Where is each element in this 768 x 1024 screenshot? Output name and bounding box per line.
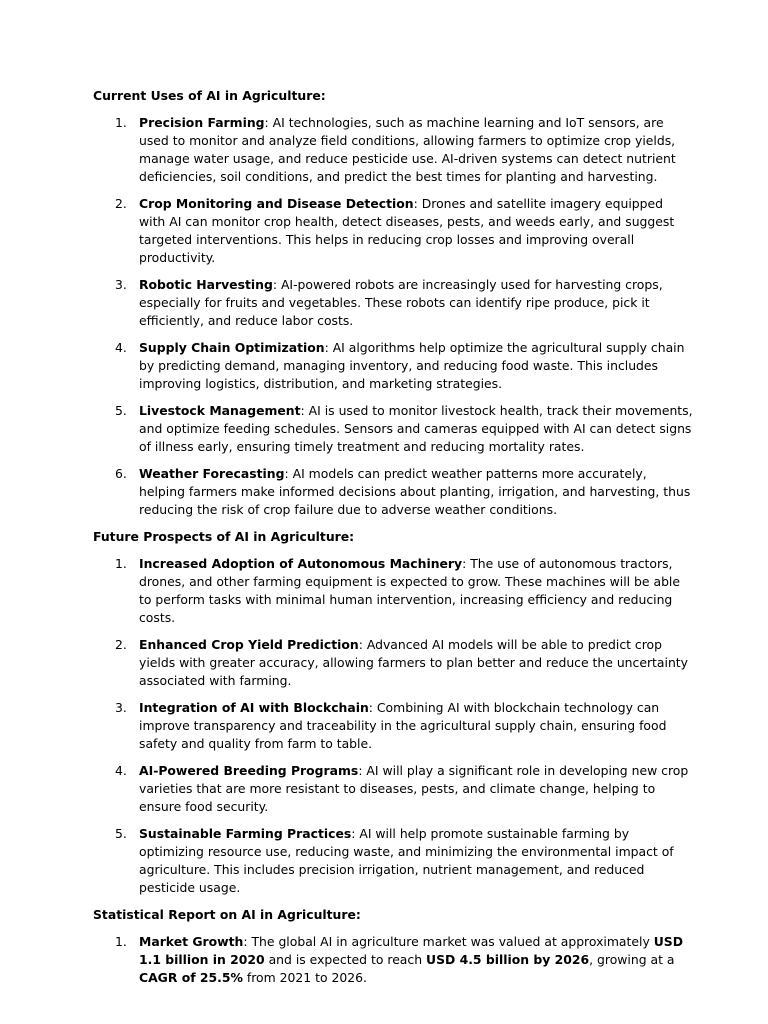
list-number: 4. <box>115 763 127 778</box>
item-title: Weather Forecasting <box>139 466 285 481</box>
item-text: : AI is used to monitor livestock health, track their movements, and optimize feeding schedules. Sensors and cameras equipped with AI can detect signs of illness early, ensuring timely treatment and reducing mortality rates. <box>139 403 693 454</box>
item-text: , growing at a <box>589 952 675 967</box>
item-title: Integration of AI with Blockchain <box>139 700 369 715</box>
list-number: 4. <box>115 340 127 355</box>
list-item <box>93 114 693 186</box>
list-number: 1. <box>115 934 127 949</box>
list-item <box>93 339 693 393</box>
item-title: Robotic Harvesting <box>139 277 273 292</box>
list-item <box>93 276 693 330</box>
document-body <box>93 87 693 996</box>
list-item <box>93 402 693 456</box>
item-title: Enhanced Crop Yield Prediction <box>139 637 359 652</box>
list-item <box>93 636 693 690</box>
market-value-2026: USD 4.5 billion by 2026 <box>426 952 590 967</box>
item-text: : Advanced AI models will be able to predict crop yields with greater accuracy, allowing farmers to plan better and reduce the uncertainty associated with farming. <box>139 637 688 688</box>
current-uses-list <box>93 114 693 519</box>
item-text: : AI-powered robots are increasingly used for harvesting crops, especially for fruits and vegetables. These robots can identify ripe produce, pick it efficiently, and reduce labor costs. <box>139 277 663 328</box>
list-number: 5. <box>115 403 127 418</box>
item-text: : The use of autonomous tractors, drones, and other farming equipment is expected to grow. These machines will be able to perform tasks with minimal human intervention, increasing efficiency and reducing costs. <box>139 556 680 625</box>
list-item <box>93 699 693 753</box>
item-text: : AI will play a significant role in developing new crop varieties that are more resistant to diseases, pests, and climate change, helping to ensure food security. <box>139 763 689 814</box>
item-text: : AI technologies, such as machine learning and IoT sensors, are used to monitor and analyze field conditions, allowing farmers to optimize crop yields, manage water usage, and reduce pesticide use. AI-driven systems can detect nutrient deficiencies, soil conditions, and predict the best times for planting and harvesting. <box>139 115 676 184</box>
future-prospects-list <box>93 555 693 897</box>
item-title: Livestock Management <box>139 403 301 418</box>
section-heading-current-uses: Current Uses of AI in Agriculture: <box>93 88 326 103</box>
list-number: 5. <box>115 826 127 841</box>
item-text: : Combining AI with blockchain technology can improve transparency and traceability in the agricultural supply chain, ensuring food safety and quality from farm to table. <box>139 700 667 751</box>
item-text: : Drones and satellite imagery equipped with AI can monitor crop health, detect diseases, pests, and weeds early, and suggest targeted interventions. This helps in reducing crop losses and improving overall productivity. <box>139 196 675 265</box>
item-title: AI-Powered Breeding Programs <box>139 763 359 778</box>
item-title: Crop Monitoring and Disease Detection <box>139 196 414 211</box>
list-number: 3. <box>115 700 127 715</box>
list-number: 2. <box>115 196 127 211</box>
list-item <box>93 555 693 627</box>
item-text: : The global AI in agriculture market was valued at approximately <box>243 934 654 949</box>
section-heading-future-prospects: Future Prospects of AI in Agriculture: <box>93 529 355 544</box>
list-item <box>93 195 693 267</box>
item-text: and is expected to reach <box>264 952 427 967</box>
item-title: Sustainable Farming Practices <box>139 826 352 841</box>
list-number: 1. <box>115 115 127 130</box>
item-title: Increased Adoption of Autonomous Machinery <box>139 556 463 571</box>
list-item <box>93 465 693 519</box>
list-number: 2. <box>115 637 127 652</box>
list-number: 6. <box>115 466 127 481</box>
list-number: 3. <box>115 277 127 292</box>
item-text: : AI will help promote sustainable farming by optimizing resource use, reducing waste, and minimizing the environmental impact of agriculture. This includes precision irrigation, nutrient management, and reduced pesticide usage. <box>139 826 674 895</box>
list-item <box>93 762 693 816</box>
list-item <box>93 933 693 987</box>
item-title: Market Growth <box>139 934 244 949</box>
market-value-2020: USD 1.1 billion in 2020 <box>139 934 683 967</box>
cagr-value: CAGR of 25.5% <box>139 970 243 985</box>
list-number: 1. <box>115 556 127 571</box>
item-text: : AI models can predict weather patterns more accurately, helping farmers make informed decisions about planting, irrigation, and harvesting, thus reducing the risk of crop failure due to adverse weather conditions. <box>139 466 691 517</box>
section-heading-statistical-report: Statistical Report on AI in Agriculture: <box>93 907 361 922</box>
list-item <box>93 825 693 897</box>
item-text: from 2021 to 2026. <box>242 970 367 985</box>
item-text: : AI algorithms help optimize the agricultural supply chain by predicting demand, managing inventory, and reducing food waste. This includes improving logistics, distribution, and marketing strategies. <box>139 340 685 391</box>
item-title: Supply Chain Optimization <box>139 340 325 355</box>
statistical-report-list <box>93 933 693 987</box>
item-title: Precision Farming <box>139 115 265 130</box>
